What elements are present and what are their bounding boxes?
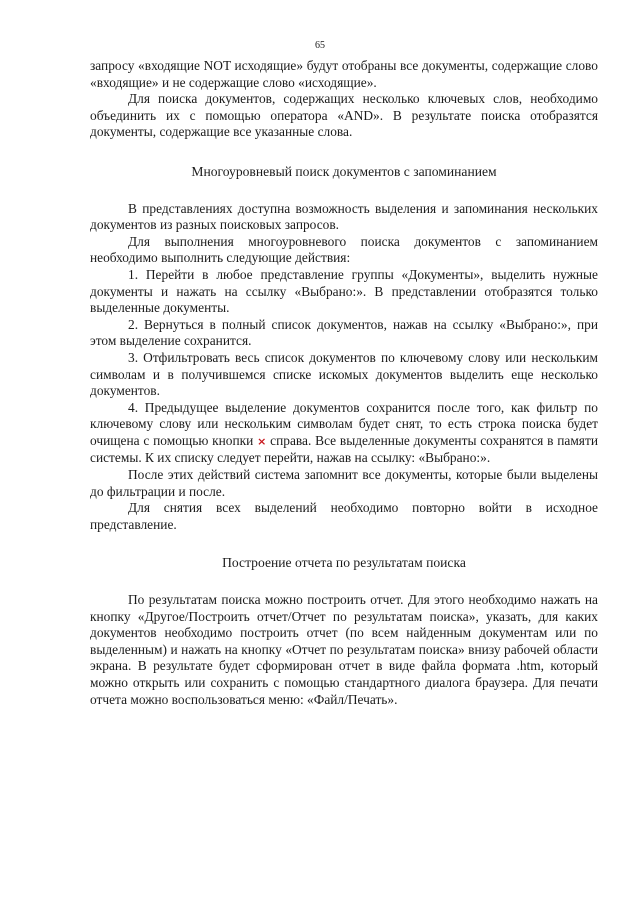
- page-number: 65: [315, 40, 325, 51]
- step-4-text-cont: справа. Все выделенные документы сохранятся в памяти системы. К их списку следует перейти, нажав на ссылку: «Выбрано:».: [90, 432, 598, 466]
- section1-paragraph: В представлениях доступна возможность выделения и запоминания нескольких документов из разных поисковых запросов.: [90, 200, 598, 233]
- section1-closing: После этих действий система запомнит все документы, которые были выделены до фильтрации и после.: [90, 467, 598, 499]
- intro-paragraph: запросу «входящие NOT исходящие» будут отобраны все документы, содержащие слово «входящие» и не содержащие слово «исходящие».: [90, 58, 598, 90]
- section1-paragraph: Для выполнения многоуровневого поиска документов с запоминанием необходимо выполнить следующие действия:: [90, 233, 598, 266]
- step-2: 2. Вернуться в полный список документов, нажав на ссылку «Выбрано:», при этом выделение сохранится.: [90, 316, 598, 349]
- section-heading-report: Построение отчета по результатам поиска: [222, 555, 466, 571]
- step-1: 1. Перейти в любое представление группы «Документы», выделить нужные документы и нажать на ссылку «Выбрано:». В представлении отобразятся только выделенные документы.: [90, 266, 598, 316]
- step-4-text: 4. Предыдущее выделение документов сохранится после того, как фильтр по ключевому слову или нескольким символам будет снят, то есть строка поиска будет очищена с помощью кнопки: [90, 399, 598, 448]
- step-4: [90, 400, 598, 467]
- clear-search-icon: ×: [257, 434, 267, 448]
- section-heading-multilevel-search: Многоуровневый поиск документов с запоминанием: [191, 163, 497, 179]
- intro-paragraph: Для поиска документов, содержащих несколько ключевых слов, необходимо объединить их с помощью оператора «AND». В результате поиска отобразятся документы, содержащие все указанные слова.: [90, 91, 598, 140]
- section2-paragraph: По результатам поиска можно построить отчет. Для этого необходимо нажать на кнопку «Другое/Построить отчет/Отчет по результатам поиска», указать, для каких документов необходимо построить отчет (по всем найденным документам или по выделенным) и нажать на кнопку «Отчет по результатам поиска» внизу рабочей области экрана. В результате будет сформирован отчет в виде файла формата .htm, который можно открыть или сохранить с помощью стандартного диалога браузера. Для печати отчета можно воспользоваться меню: «Файл/Печать».: [90, 592, 598, 707]
- page-body: [90, 58, 598, 708]
- step-3: 3. Отфильтровать весь список документов по ключевому слову или нескольким символам и в получившемся списке искомых документов выделить еще несколько документов.: [90, 349, 598, 399]
- section1-closing: Для снятия всех выделений необходимо повторно войти в исходное представление.: [90, 500, 598, 532]
